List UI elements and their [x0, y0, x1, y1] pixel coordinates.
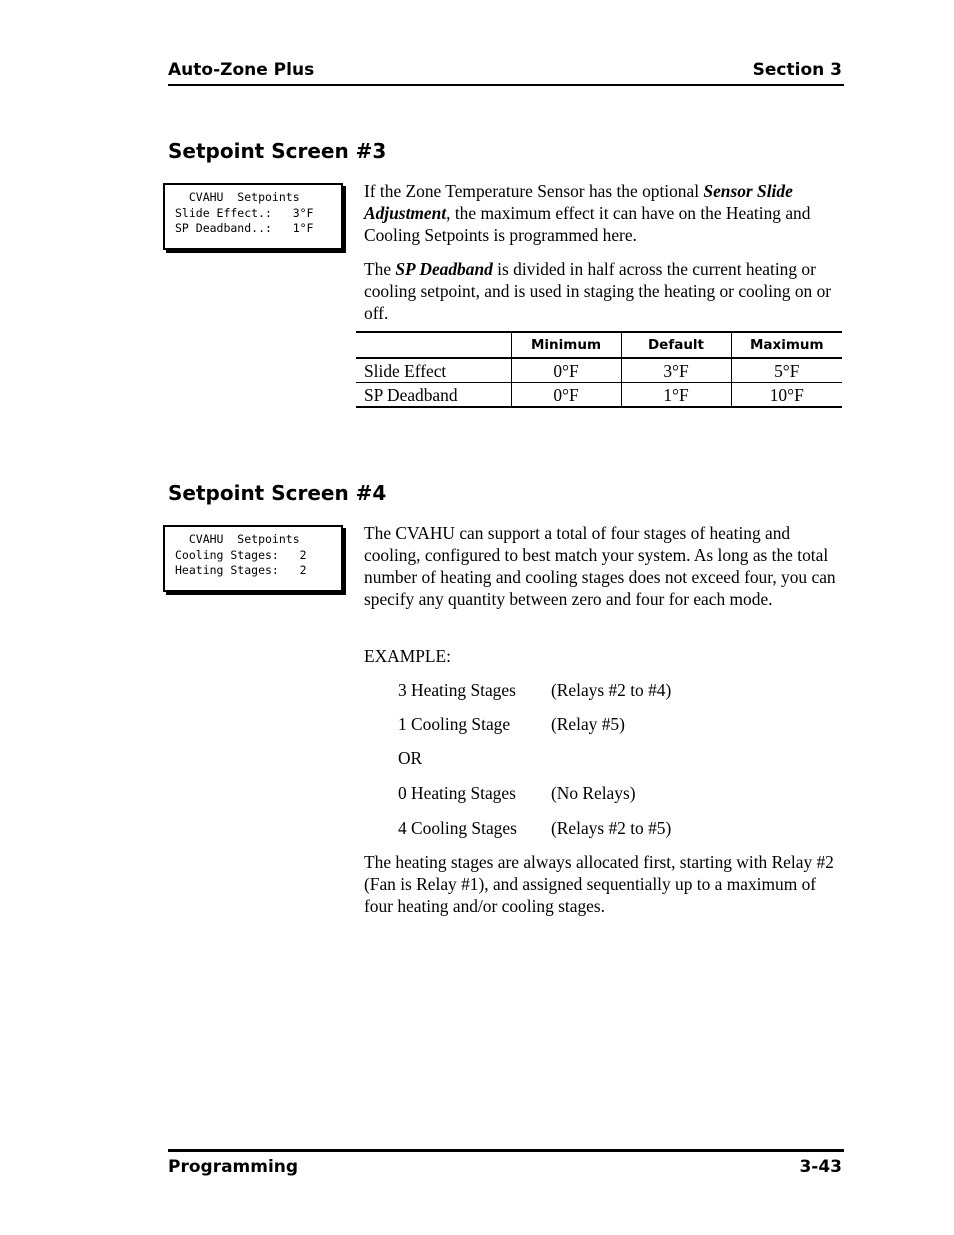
lcd-display-setpoint-4	[163, 525, 343, 592]
example-relays: (Relays #2 to #4)	[551, 680, 672, 700]
table-cell: 0°F	[511, 383, 621, 408]
table-row	[356, 358, 842, 383]
example-relays: (Relays #2 to #5)	[551, 818, 672, 838]
example-relays: (No Relays)	[551, 783, 636, 803]
section4-allocation	[364, 851, 836, 929]
section4-intro	[364, 522, 836, 622]
section-title-setpoint-4: Setpoint Screen #4	[168, 481, 387, 505]
example-stages: 4 Cooling Stages	[398, 818, 517, 838]
section3-body	[364, 180, 836, 336]
page-footer	[168, 1149, 844, 1182]
paragraph-allocation: The heating stages are always allocated first, starting with Relay #2 (Fan is Relay #1), and assigned sequentially up to a maximum of four heating and/or cooling stages.	[364, 852, 834, 916]
section-title-setpoint-3: Setpoint Screen #3	[168, 139, 387, 163]
table-header-cell: Minimum	[511, 332, 621, 358]
paragraph-slide-adjustment: If the Zone Temperature Sensor has the optional Sensor Slide Adjustment, the maximum effect it can have on the Heating and Cooling Setpoints is programmed here.	[364, 181, 811, 245]
table-header-cell: Maximum	[731, 332, 842, 358]
header-product-name: Auto-Zone Plus	[168, 60, 315, 80]
table-cell: 0°F	[511, 358, 621, 383]
table-cell: 10°F	[731, 383, 842, 408]
table-header-cell: Default	[621, 332, 731, 358]
paragraph-stage-support: The CVAHU can support a total of four stages of heating and cooling, configured to best match your system. As long as the total number of heating and cooling stages does not exceed four, you can specify any quantity between zero and four for each mode.	[364, 523, 836, 609]
table-cell: SP Deadband	[364, 384, 458, 405]
term-sp-deadband: SP Deadband	[395, 259, 493, 279]
table-cell: 5°F	[731, 358, 842, 383]
table-cell: 3°F	[621, 358, 731, 383]
lcd-line: Cooling Stages: 2	[175, 547, 307, 562]
lcd-line: Heating Stages: 2	[175, 563, 307, 577]
header-section: Section 3	[752, 60, 842, 80]
example-stages: 1 Cooling Stage	[398, 714, 511, 734]
lcd-line: SP Deadband..: 1°F	[175, 221, 314, 235]
table-cell: 1°F	[621, 383, 731, 408]
table-header-cell	[356, 332, 511, 358]
example-stages: 3 Heating Stages	[398, 680, 516, 700]
paragraph-sp-deadband: The SP Deadband is divided in half across the current heating or cooling setpoint, and is used in staging the heating or cooling on or off.	[364, 259, 832, 323]
footer-chapter: Programming	[168, 1157, 299, 1177]
page-header	[168, 58, 844, 86]
example-label: EXAMPLE:	[364, 646, 451, 666]
lcd-line: Slide Effect.: 3°F	[175, 205, 314, 220]
table-cell: Slide Effect	[356, 358, 511, 383]
example-stages: 0 Heating Stages	[398, 783, 516, 803]
lcd-line: CVAHU Setpoints	[175, 190, 300, 204]
lcd-line: CVAHU Setpoints	[175, 532, 300, 546]
term-sensor-slide-adjustment: Sensor Slide Adjustment	[364, 181, 793, 223]
example-relays: (Relay #5)	[551, 714, 625, 734]
setpoint-range-table	[356, 331, 842, 408]
table-row	[356, 383, 842, 408]
table-header-row	[356, 332, 842, 358]
page-number: 3-43	[799, 1157, 842, 1177]
example-or: OR	[398, 748, 423, 768]
lcd-display-setpoint-3	[163, 183, 343, 250]
